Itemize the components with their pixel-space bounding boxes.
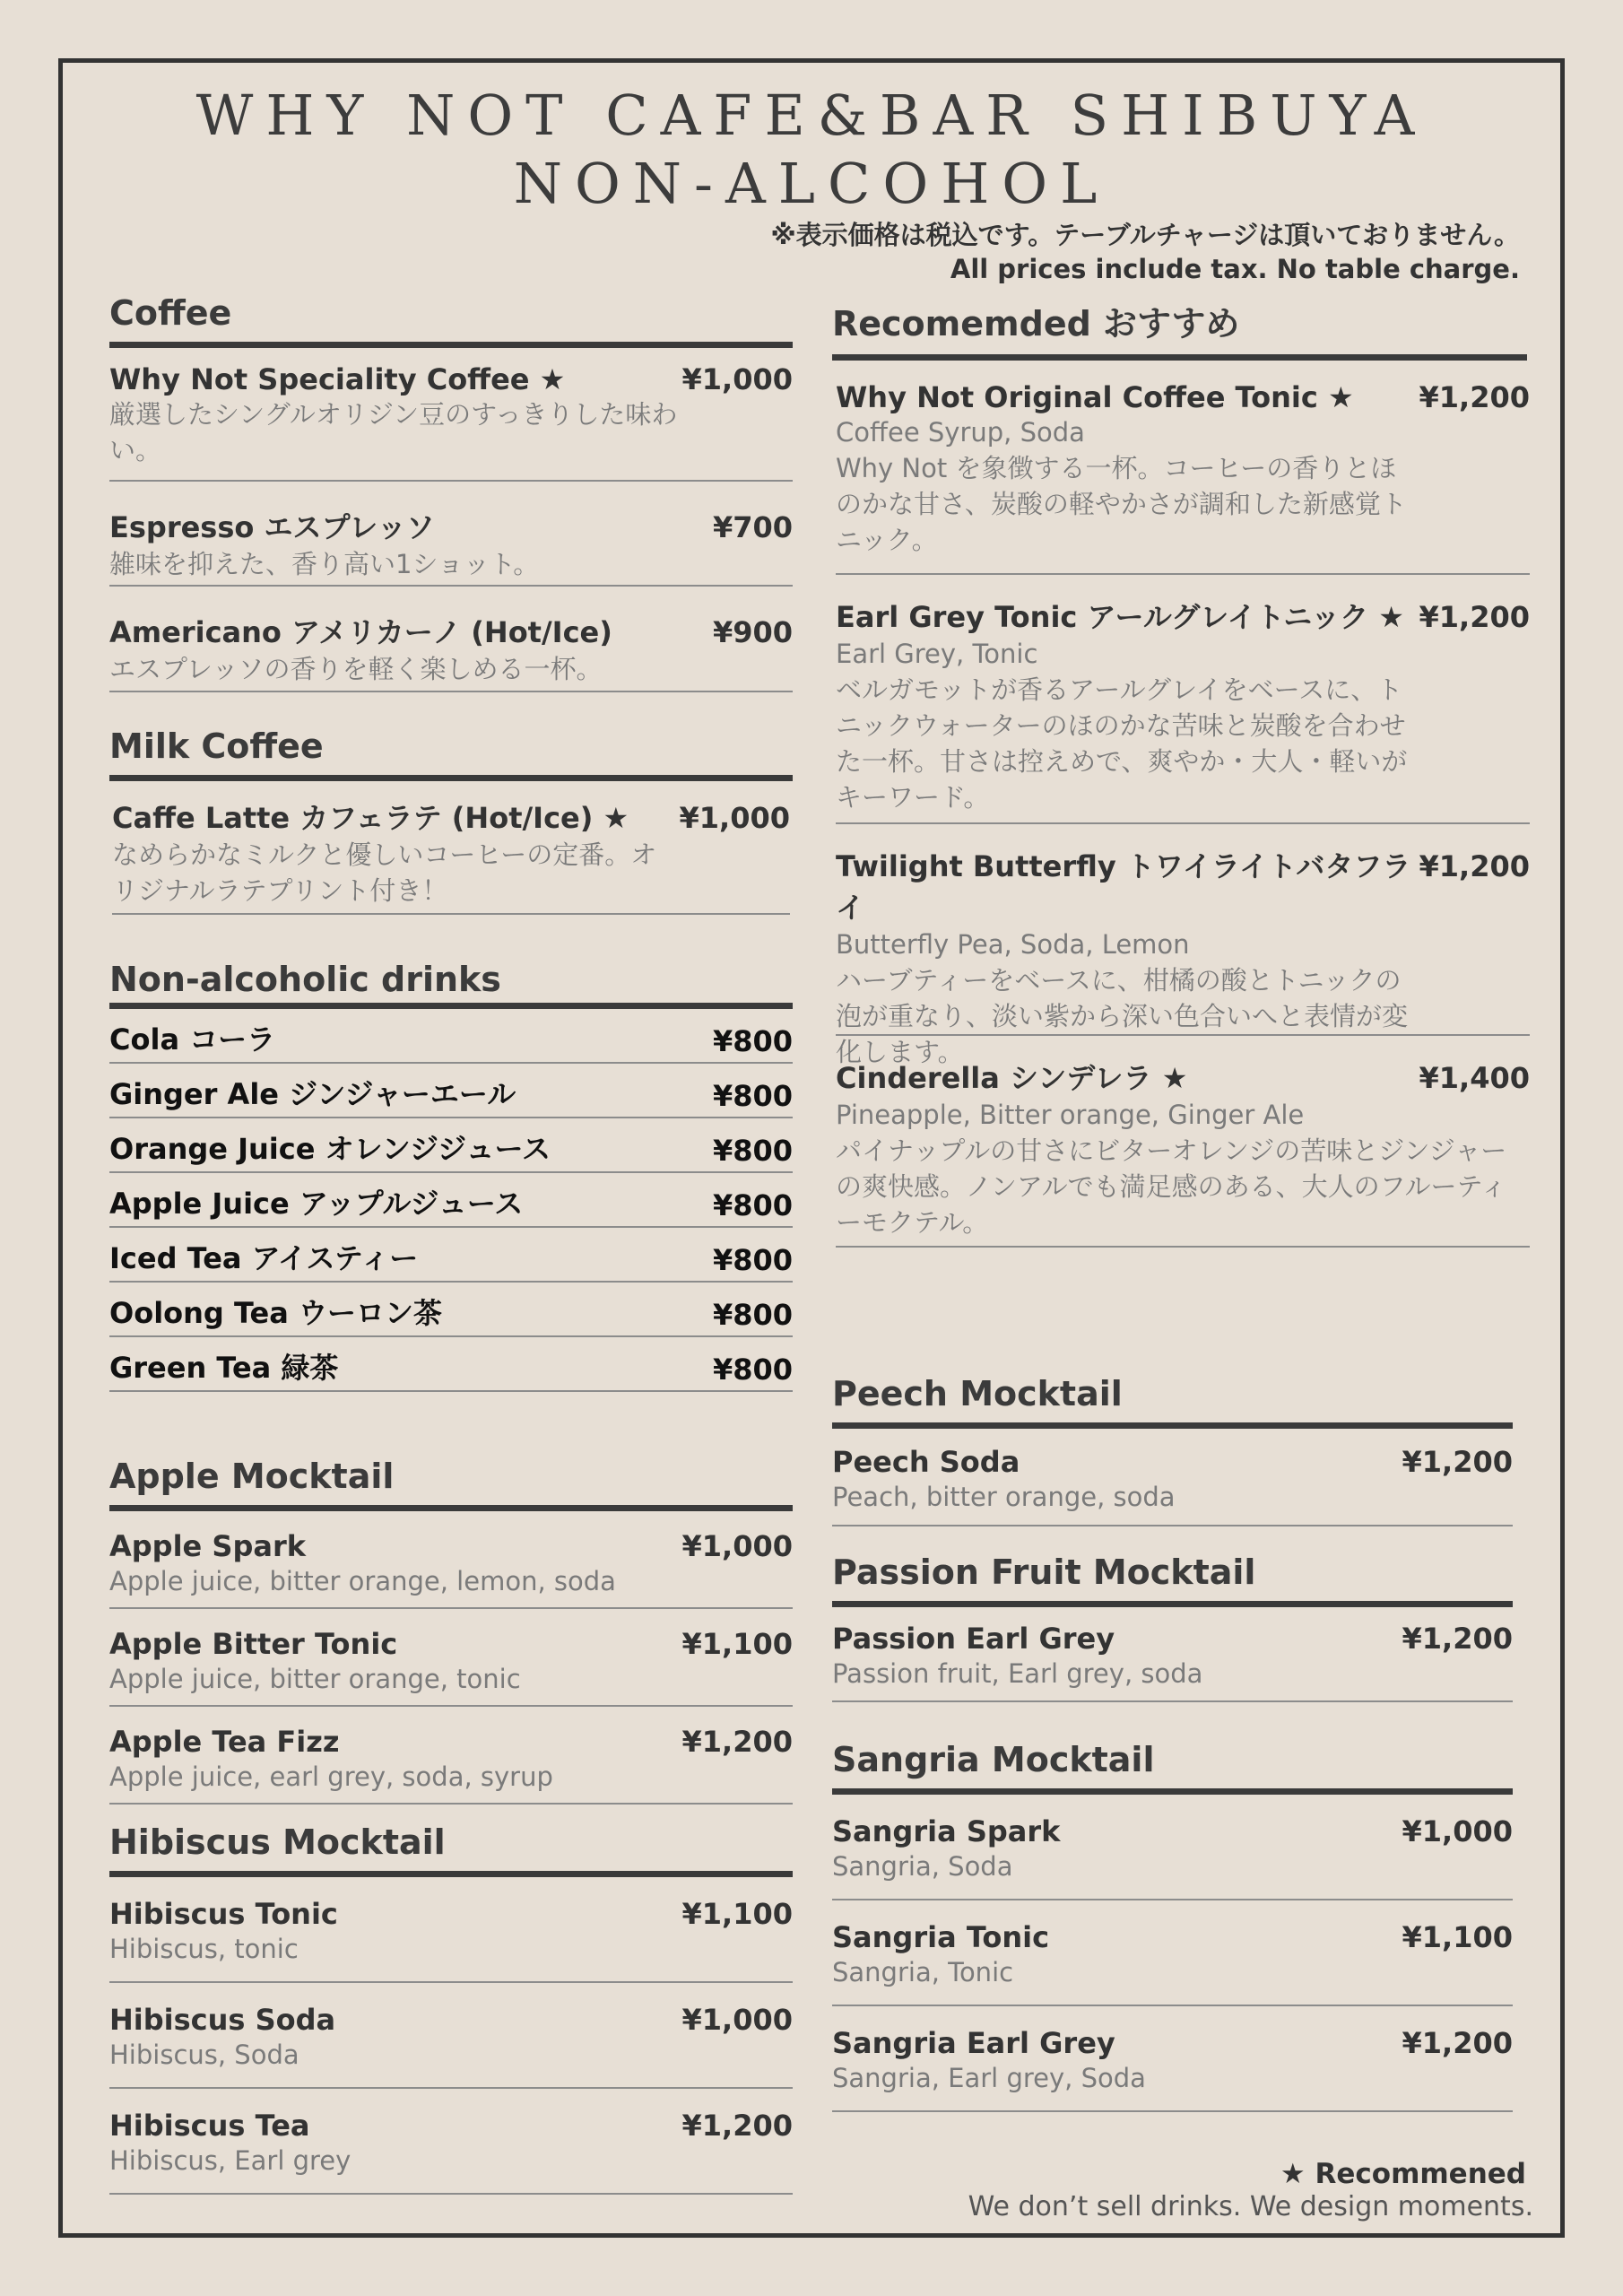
item-name: Americano アメリカーノ (Hot/Ice) (109, 615, 612, 649)
item-price: ¥1,200 (681, 1725, 793, 1759)
item-desc: Peach, bitter orange, soda (832, 1482, 1176, 1512)
item-name: Hibiscus Soda (109, 2003, 336, 2037)
item-price: ¥1,000 (681, 2003, 793, 2037)
tax-note-jp: ※表示価格は税込です。テーブルチャージは頂いておりません。 (770, 220, 1520, 250)
item-price: ¥1,200 (1419, 849, 1530, 883)
item-name: Orange Juice オレンジジュース (109, 1132, 551, 1166)
item-desc: パイナップルの甘さにビターオレンジの苦味とジンジャーの爽快感。ノンアルでも満足感のある、大人のフルーティーモクテル。 (836, 1135, 1507, 1238)
menu-item (836, 824, 1530, 1067)
item-name: Sangria Spark (832, 1814, 1061, 1848)
item-name: Iced Tea アイスティー (109, 1241, 419, 1275)
menu-item (109, 1337, 793, 1392)
item-desc: 雑味を抑えた、香り高い1ショット。 (109, 549, 540, 579)
item-desc: Apple juice, earl grey, soda, syrup (109, 1761, 553, 1792)
item-price: ¥800 (712, 1079, 793, 1113)
menu-item (832, 1795, 1513, 1900)
menu-item (109, 1283, 793, 1337)
item-name: Why Not Original Coffee Tonic ★ (836, 380, 1354, 414)
item-name: Hibiscus Tonic (109, 1897, 338, 1931)
item-desc: Hibiscus, tonic (109, 1934, 299, 1964)
recommended-legend: ★ Recommened (1280, 2158, 1526, 2190)
item-price: ¥1,000 (681, 362, 793, 396)
menu-item (109, 1707, 793, 1805)
item-price: ¥1,100 (681, 1627, 793, 1661)
item-name: Earl Grey Tonic アールグレイトニック ★ (836, 600, 1404, 634)
menu-item (836, 361, 1530, 575)
section-sangria-mocktail (832, 1740, 1513, 2112)
item-price: ¥1,400 (1419, 1061, 1530, 1095)
tax-note-en: All prices include tax. No table charge. (950, 254, 1520, 284)
item-name: Passion Earl Grey (832, 1622, 1115, 1656)
menu-item (836, 575, 1530, 824)
item-price: ¥1,200 (1419, 600, 1530, 634)
item-price: ¥900 (712, 615, 793, 649)
item-price: ¥1,100 (681, 1897, 793, 1931)
item-name: Green Tea 緑茶 (109, 1351, 339, 1385)
section-hibiscus-mocktail (109, 1822, 793, 2195)
item-desc: なめらかなミルクと優しいコーヒーの定番。オリジナルラテプリント付き！ (112, 839, 657, 906)
section-title: Hibiscus Mocktail (109, 1822, 793, 1877)
menu-item (109, 1983, 793, 2089)
item-name: Peech Soda (832, 1445, 1020, 1479)
item-desc: ハーブティーをベースに、柑橘の酸とトニックの泡が重なり、淡い紫から深い色合いへと表情が変化します。 (836, 965, 1409, 1067)
tagline: We don’t sell drinks. We design moments. (968, 2191, 1533, 2222)
section-title: Non-alcoholic drinks (109, 960, 793, 1009)
section-coffee (109, 293, 793, 692)
section-apple-mocktail (109, 1457, 793, 1805)
menu-subtitle: NON-ALCOHOL (513, 151, 1110, 216)
item-name: Sangria Tonic (832, 1920, 1050, 1954)
item-name: Ginger Ale ジンジャーエール (109, 1077, 516, 1111)
item-desc: Sangria, Earl grey, Soda (832, 2063, 1146, 2093)
item-ingredients: Coffee Syrup, Soda (836, 417, 1085, 448)
section-passion-fruit-mocktail (832, 1552, 1513, 1702)
item-desc: Hibiscus, Soda (109, 2039, 299, 2070)
item-price: ¥800 (712, 1134, 793, 1168)
menu-item (832, 1607, 1513, 1702)
menu-item (109, 348, 793, 482)
item-price: ¥800 (712, 1298, 793, 1332)
item-desc: Sangria, Tonic (832, 1957, 1014, 1987)
menu-item (109, 1173, 793, 1228)
item-name: Hibiscus Tea (109, 2109, 310, 2143)
item-price: ¥800 (712, 1243, 793, 1277)
item-name: Cinderella シンデレラ ★ (836, 1061, 1188, 1095)
item-name: Espresso エスプレッソ (109, 510, 435, 544)
menu-item (109, 1118, 793, 1173)
item-desc: Apple juice, bitter orange, lemon, soda (109, 1566, 616, 1596)
section-title: Recomemded おすすめ (832, 296, 1527, 361)
item-price: ¥800 (712, 1024, 793, 1058)
item-desc: Passion fruit, Earl grey, soda (832, 1658, 1203, 1689)
menu-item (109, 482, 793, 587)
menu-item (109, 1228, 793, 1283)
menu-item (832, 1429, 1513, 1526)
item-price: ¥1,200 (1402, 1622, 1513, 1656)
item-name: Caffe Latte カフェラテ (Hot/Ice) ★ (112, 801, 629, 835)
menu-item (836, 1036, 1530, 1248)
section-peech-mocktail (832, 1374, 1513, 1526)
item-desc: ベルガモットが香るアールグレイをベースに、トニックウォーターのほのかな苦味と炭酸を合わせた一杯。甘さは控えめで、爽やか・大人・軽いがキーワード。 (836, 674, 1408, 813)
item-ingredients: Butterfly Pea, Soda, Lemon (836, 929, 1190, 960)
item-ingredients: Earl Grey, Tonic (836, 639, 1038, 669)
menu-item (832, 2006, 1513, 2112)
menu-item (109, 2089, 793, 2195)
item-price: ¥1,200 (1402, 1445, 1513, 1479)
item-price: ¥1,200 (681, 2109, 793, 2143)
item-price: ¥1,000 (679, 801, 790, 835)
menu-item (109, 1511, 793, 1609)
menu-item (109, 1009, 793, 1064)
section-title: Peech Mocktail (832, 1374, 1513, 1429)
menu-item (832, 1900, 1513, 2006)
menu-title: WHY NOT CAFE&BAR SHIBUYA (195, 83, 1428, 148)
item-name: Why Not Speciality Coffee ★ (109, 362, 566, 396)
item-price: ¥1,200 (1419, 380, 1530, 414)
item-desc: Hibiscus, Earl grey (109, 2145, 352, 2176)
item-price: ¥1,000 (681, 1529, 793, 1563)
section-recommended (832, 296, 1530, 1248)
item-name: Sangria Earl Grey (832, 2026, 1115, 2060)
section-title: Sangria Mocktail (832, 1740, 1513, 1795)
menu-item (109, 1877, 793, 1983)
item-name: Twilight Butterfly トワイライトバタフライ (836, 849, 1411, 925)
item-desc: 厳選したシングルオリジン豆のすっきりした味わい。 (109, 399, 678, 465)
item-name: Apple Bitter Tonic (109, 1627, 398, 1661)
item-price: ¥800 (712, 1352, 793, 1387)
item-desc: Why Not を象徴する一杯。コーヒーの香りとほのかな甘さ、炭酸の軽やかさが調和した新感覚トニック。 (836, 453, 1407, 555)
item-desc: エスプレッソの香りを軽く楽しめる一杯。 (109, 654, 603, 684)
section-title: Milk Coffee (109, 726, 793, 781)
section-title: Passion Fruit Mocktail (832, 1552, 1513, 1607)
menu-item (109, 1609, 793, 1707)
item-ingredients: Pineapple, Bitter orange, Ginger Ale (836, 1100, 1305, 1130)
item-name: Oolong Tea ウーロン茶 (109, 1296, 442, 1330)
menu-item (109, 587, 793, 692)
item-desc: Apple juice, bitter orange, tonic (109, 1664, 521, 1694)
section-title: Apple Mocktail (109, 1457, 793, 1511)
menu-item (109, 1064, 793, 1118)
item-price: ¥700 (712, 510, 793, 544)
item-price: ¥1,200 (1402, 2026, 1513, 2060)
item-name: Apple Tea Fizz (109, 1725, 340, 1759)
item-price: ¥1,000 (1402, 1814, 1513, 1848)
item-desc: Sangria, Soda (832, 1851, 1013, 1882)
menu-item (112, 781, 790, 915)
item-price: ¥1,100 (1402, 1920, 1513, 1954)
item-name: Apple Juice アップルジュース (109, 1187, 524, 1221)
section-non-alcoholic (109, 960, 793, 1392)
item-name: Apple Spark (109, 1529, 306, 1563)
item-price: ¥800 (712, 1188, 793, 1222)
section-milk-coffee (109, 726, 793, 915)
section-title: Coffee (109, 293, 793, 348)
item-name: Cola コーラ (109, 1022, 276, 1057)
